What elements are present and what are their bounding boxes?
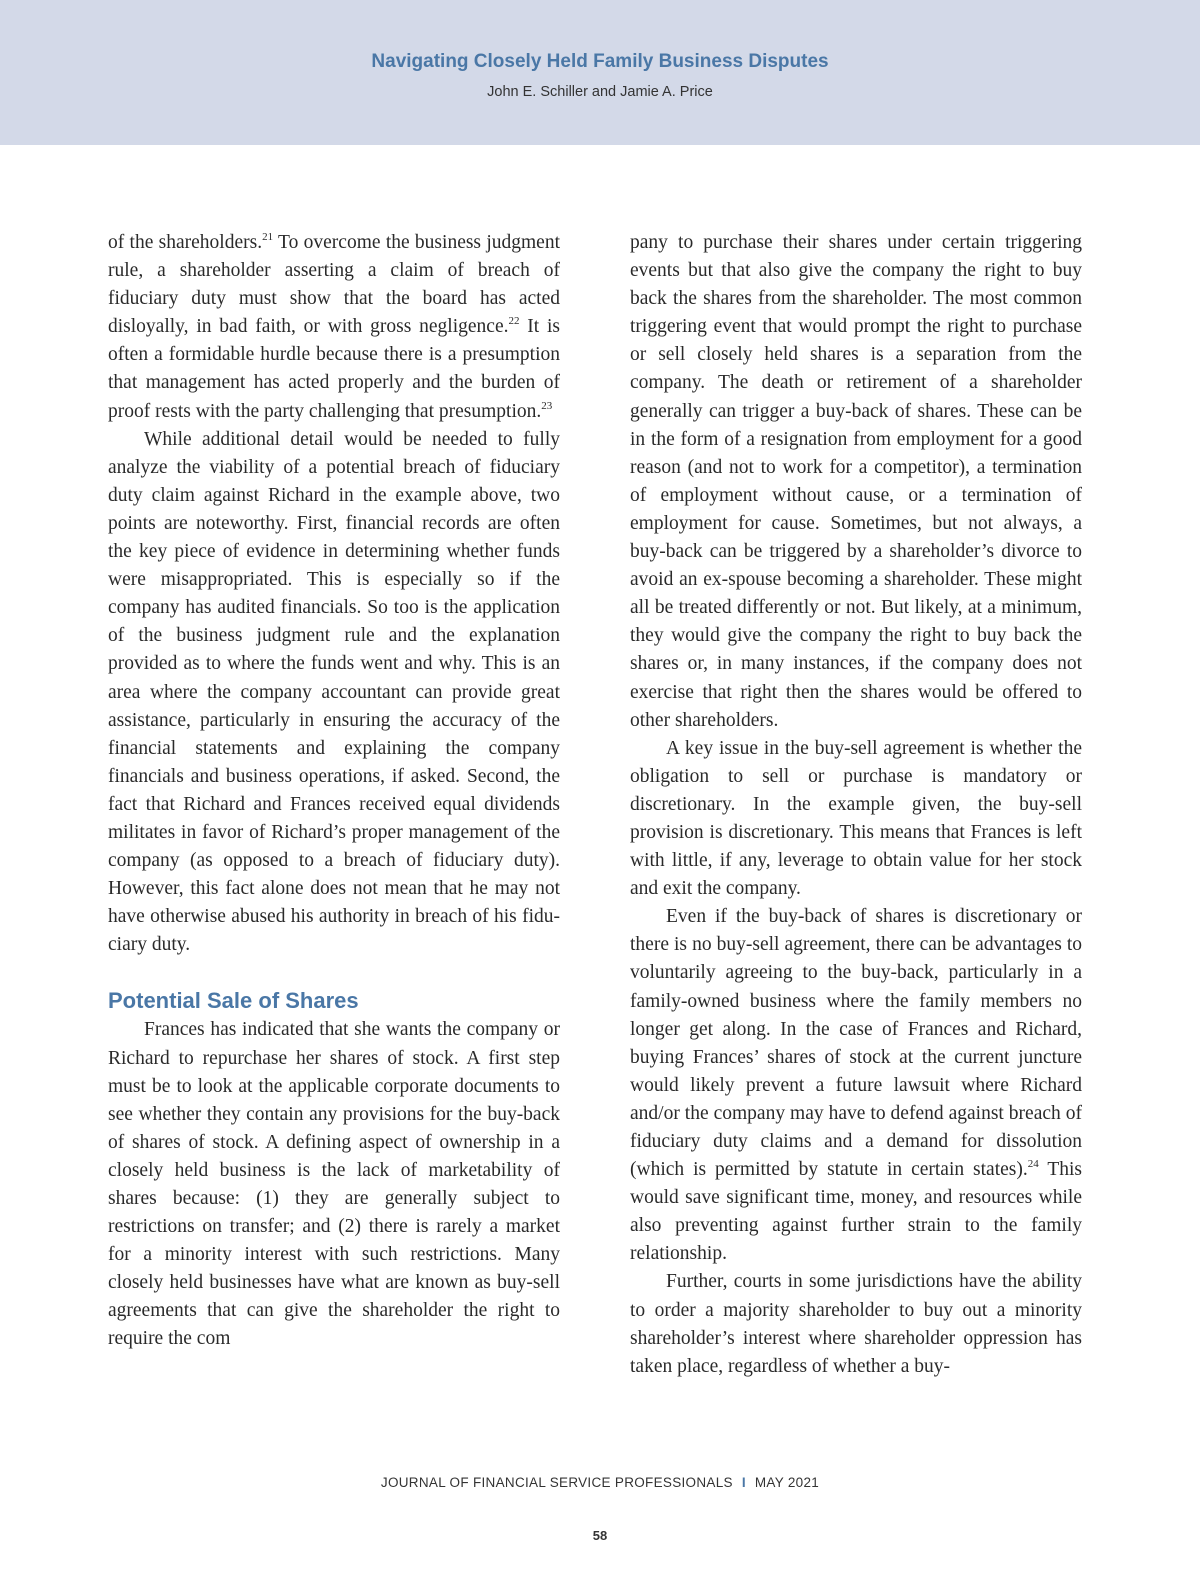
running-header [0, 0, 1200, 145]
section-heading: Potential Sale of Shares [108, 988, 359, 1014]
running-footer [0, 1475, 1200, 1490]
paragraph: pany to purchase their shares under certain triggering events but that also give the company the right to buy back the shares from the shareholder. The most common triggering event that would prompt the right to purchase or sell closely held shares is a separation from the company. The death or retirement of a shareholder generally can trigger a buy-back of shares. These can be in the form of a resignation from employment for a good reason (and not to work for a competitor), a termination of employment without cause, or a termination of employment for cause. Sometimes, but not always, a buy-back can be triggered by a shareholder’s divorce to avoid an ex-spouse becoming a shareholder. These might all be treated differently or not. But likely, at a minimum, they would give the company the right to buy back the shares or, in many instances, if the company does not exercise that right then the shares would be offered to other shareholders. [630, 232, 1082, 731]
left-column [108, 229, 560, 1354]
footer-separator: I [741, 1475, 746, 1490]
article-authors: John E. Schiller and Jamie A. Price [487, 84, 713, 100]
paragraph: A key issue in the buy-sell agreement is whether the obligation to sell or purchase is mandatory or discretionary. In the example given, the buy-sell provision is discretionary. This means that Frances is left with little, if any, leverage to obtain value for her stock and exit the company. [630, 737, 1082, 900]
paragraph: Frances has indicated that she wants the company or Richard to repurchase her shares of stock. A first step must be to look at the applicable corporate documents to see whether they contain any provisions for the buy-back of shares of stock. A defining aspect of ownership in a closely held business is the lack of marketability of shares because: (1) they are generally subject to restrictions on transfer; and (2) there is rarely a market for a minority interest with such restrictions. Many closely held businesses have what are known as buy-sell agreements that can give the shareholder the right to require the com [108, 1019, 560, 1350]
paragraph: Even if the buy-back of shares is discretionary or there is no buy-sell agreement, there can be advantages to voluntarily agreeing to the buy-back, particularly in a family-owned business where the family members no longer get along. In the case of Frances and Richard, buying Frances’ shares of stock at the current juncture would likely prevent a future lawsuit where Richard and/or the company may have to defend against breach of fiduciary duty claims and a demand for dissolution (which is permitted by statute in certain states).$^{24}$ This would save significant time, money, and resources while also preventing against further strain to the family relationship. [630, 906, 1082, 1265]
paragraph: of the shareholders.$^{21}$ To overcome the business judgment rule, a shareholder asserting a claim of breach of fiduciary duty must show that the board has acted disloyally, in bad faith, or with gross negligence.$^{22}$ It is often a formidable hurdle because there is a presumption that management has acted properly and the burden of proof rests with the party challenging that presumption.$^{23}$ [108, 230, 561, 422]
article-title: Navigating Closely Held Family Business Disputes [371, 51, 829, 72]
footnote-ref: 24 [1027, 1157, 1039, 1170]
issue-date: MAY 2021 [754, 1475, 820, 1490]
journal-name: JOURNAL OF FINANCIAL SERVICE PROFESSIONALS [380, 1475, 733, 1490]
footnote-ref: 23 [541, 399, 553, 412]
footnote-ref: 21 [262, 230, 274, 243]
footnote-ref: 22 [508, 315, 520, 328]
right-column [630, 229, 1082, 1381]
page-number: 58 [592, 1528, 608, 1543]
paragraph: While additional detail would be needed to fully analyze the viability of a potential breach of fiduciary duty claim against Richard in the example above, two points are noteworthy. First, financial records are often the key piece of evidence in determining whether funds were misappropriated. This is especially so if the company has audited financials. So too is the application of the business judgment rule and the explanation provided as to where the funds went and why. This is an area where the company accountant can provide great assistance, particularly in ensuring the accuracy of the financial statements and explaining the company financials and business operations, if asked. Second, the fact that Richard and Frances received equal dividends militates in favor of Richard’s proper management of the company (as opposed to a breach of fiduciary duty). However, this fact alone does not mean that he may not have otherwise abused his authority in breach of his fiduciary duty. [108, 428, 560, 956]
paragraph: Further, courts in some jurisdictions have the ability to order a majority shareholder to buy out a minority shareholder’s interest where shareholder oppression has taken place, regardless of whether a buy- [630, 1271, 1082, 1377]
